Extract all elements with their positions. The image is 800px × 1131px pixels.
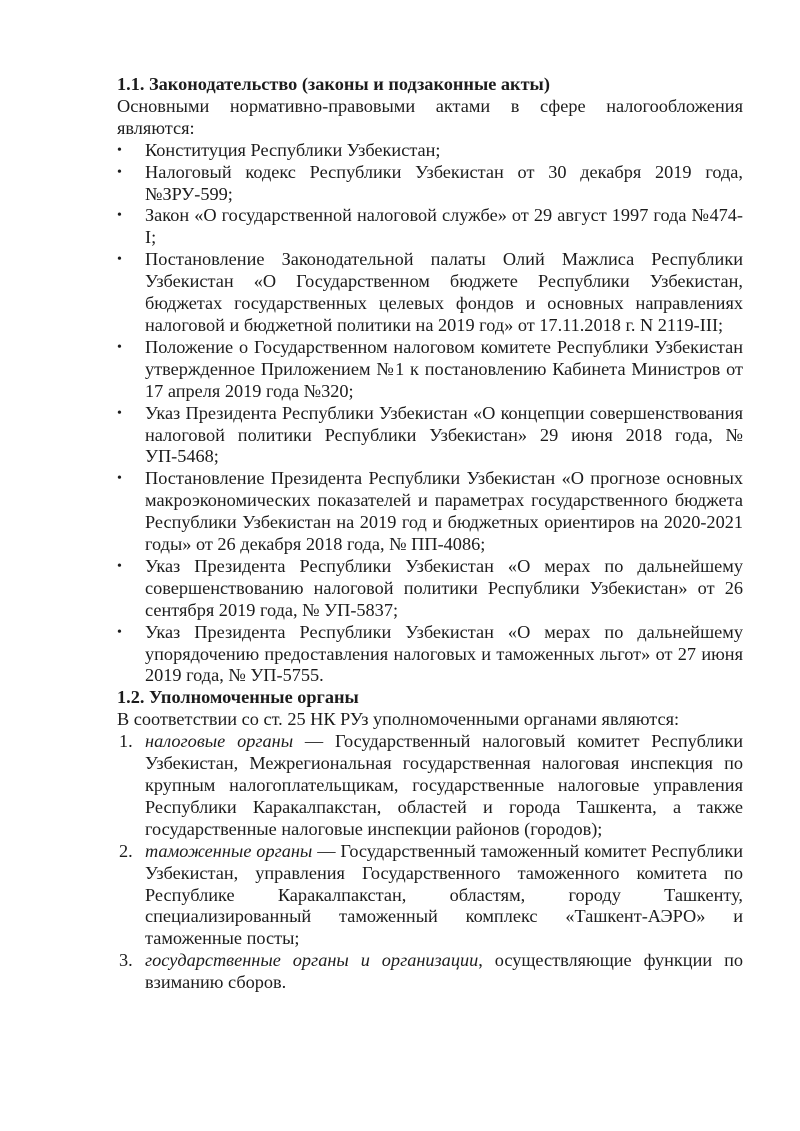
document-page — [117, 74, 743, 994]
item-description: — Государственный налоговый комитет Республики Узбекистан, Межрегиональная государственная налоговая инспекция по крупным налогоплательщикам, государственные налоговые управления Республики Каракалпакстан, областей и города Ташкента, а также государственные налоговые инспекции районов (городов); — [145, 731, 743, 839]
numbered-item — [117, 950, 743, 994]
list-item-text: Положение о Государственном налоговом комитете Республики Узбекистан утвержденное Приложением №1 к постановлению Кабинета Министров от 17 апреля 2019 года №320; — [145, 336, 743, 401]
bullet-icon: • — [117, 471, 122, 487]
item-term: государственные органы и организации — [145, 950, 479, 971]
list-item — [117, 140, 743, 162]
item-term: налоговые органы — [145, 731, 294, 752]
bullet-icon: • — [117, 252, 122, 268]
item-description: — Государственный таможенный комитет Республики Узбекистан, управления Государственного таможенного комитета по Республике Каракалпакстан, областям, городу Ташкенту, специализированный таможенный комплекс «Ташкент-АЭРО» и таможенные посты; — [145, 840, 743, 949]
list-item-text: Указ Президента Республики Узбекистан «О мерах по дальнейшему совершенствованию налоговой политики Республики Узбекистан» от 26 сентября 2019 года, № УП-5837; — [145, 555, 743, 620]
section-intro-authorities: В соответствии со ст. 25 НК РУз уполномоченными органами являются: — [117, 709, 680, 730]
item-term: таможенные органы — [145, 840, 313, 861]
list-item-text: Указ Президента Республики Узбекистан «О концепции совершенствования налоговой политики Республики Узбекистан» 29 июня 2018 года, № УП-5468; — [145, 402, 743, 467]
list-item-text: Закон «О государственной налоговой службе» от 29 август 1997 года №474-I; — [145, 205, 743, 248]
item-description: , осуществляющие функции по взиманию сборов. — [145, 950, 743, 993]
section-heading-authorities: 1.2. Уполномоченные органы — [117, 687, 359, 708]
item-number: 2. — [119, 840, 133, 861]
list-item-text: Постановление Президента Республики Узбекистан «О прогнозе основных макроэкономических показателей и параметрах государственного бюджета Республики Узбекистан на 2019 год и бюджетных ориентиров на 2020-2021 годы» от 26 декабря 2018 года, № ПП-4086; — [145, 468, 743, 555]
list-item — [117, 622, 743, 688]
bullet-icon: • — [117, 405, 122, 421]
list-item — [117, 249, 743, 337]
list-item-text: Указ Президента Республики Узбекистан «О мерах по дальнейшему упорядочению предоставления налоговых и таможенных льгот» от 27 июня 2019 года, № УП-5755. — [145, 621, 743, 686]
section-intro-legislation: Основными нормативно-правовыми актами в сфере налогообложения являются: — [117, 95, 743, 138]
bullet-icon: • — [117, 558, 122, 574]
list-item-text: Налоговый кодекс Республики Узбекистан от 30 декабря 2019 года, №ЗРУ-599; — [145, 161, 743, 204]
list-item — [117, 205, 743, 249]
bullet-icon: • — [117, 339, 122, 355]
item-number: 1. — [119, 731, 133, 752]
numbered-item — [117, 841, 743, 951]
list-item — [117, 556, 743, 622]
list-item-text: Постановление Законодательной палаты Олий Мажлиса Республики Узбекистан «О Государственном бюджете Республики Узбекистан, бюджетах государственных целевых фондов и основных направлениях налоговой и бюджетной политики на 2019 год» от 17.11.2018 г. N 2119-III; — [145, 249, 743, 335]
bullet-icon: • — [117, 208, 122, 224]
numbered-item — [117, 731, 743, 841]
bullet-icon: • — [117, 164, 122, 180]
list-item — [117, 403, 743, 469]
bullet-icon: • — [117, 624, 122, 640]
list-item — [117, 337, 743, 403]
list-item-text: Конституция Республики Узбекистан; — [145, 139, 441, 160]
section-heading-legislation: 1.1. Законодательство (законы и подзаконные акты) — [117, 74, 550, 94]
legislation-list — [117, 140, 743, 688]
bullet-icon: • — [117, 142, 122, 158]
item-number: 3. — [119, 950, 133, 971]
authorities-list — [117, 731, 743, 994]
list-item — [117, 468, 743, 556]
list-item — [117, 162, 743, 206]
